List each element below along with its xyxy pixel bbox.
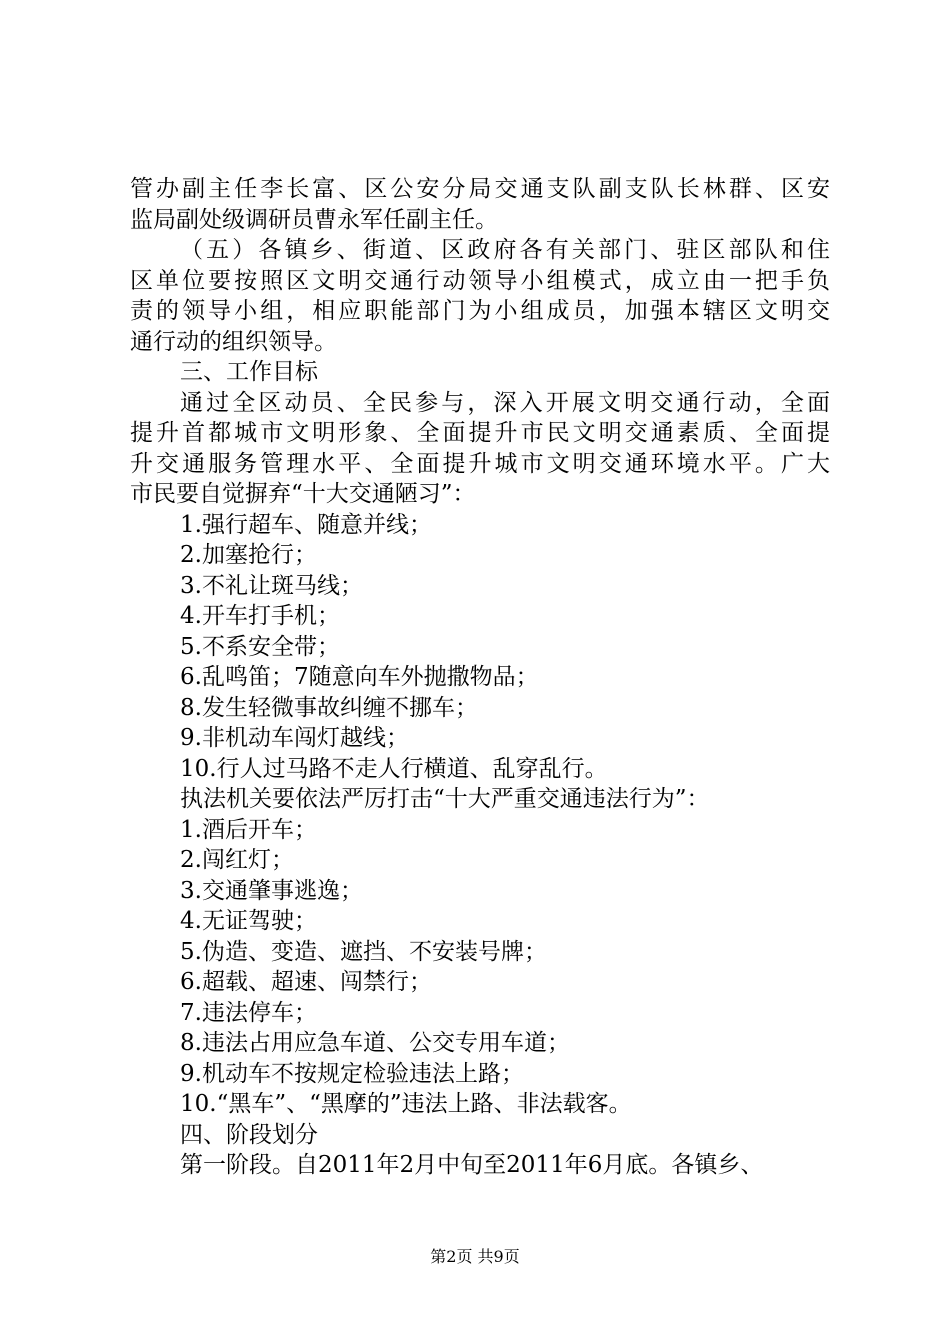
page-footer: 第2页 共9页 (430, 1247, 520, 1266)
list-item-habit: 6.乱鸣笛；7随意向车外抛撒物品； (180, 664, 539, 690)
list-item-violation: 6.超载、超速、闯禁行； (180, 969, 432, 995)
list-item-habit: 2.加塞抢行； (180, 542, 317, 568)
text-line: 升交通服务管理水平、全面提升城市文明交通环境水平。广大 (130, 450, 830, 477)
text-line: 责的领导小组，相应职能部门为小组成员，加强本辖区文明交 (130, 298, 830, 324)
text-line: 区单位要按照区文明交通行动领导小组模式，成立由一把手负 (130, 267, 830, 294)
list-item-violation: 2.闯红灯； (180, 847, 294, 873)
section-heading-goals: 三、工作目标 (180, 359, 318, 385)
text-line: 提升首都城市文明形象、全面提升市民文明交通素质、全面提 (130, 420, 830, 446)
list-item-habit: 8.发生轻微事故纠缠不挪车； (180, 694, 478, 721)
text-line: 第一阶段。自2011年2月中旬至2011年6月底。各镇乡、 (180, 1152, 764, 1178)
list-item-violation: 4.无证驾驶； (180, 908, 317, 934)
list-item-violation: 5.伪造、变造、遮挡、不安装号牌； (180, 938, 547, 965)
text-line: 市民要自觉摒弃“十大交通陋习”： (130, 481, 476, 507)
section-heading-stages: 四、阶段划分 (180, 1121, 318, 1148)
list-item-violation: 3.交通肇事逃逸； (180, 877, 363, 904)
document-body (130, 174, 830, 1181)
list-item-habit: 5.不系安全带； (180, 633, 340, 660)
text-line: 通行动的组织领导。 (130, 328, 337, 355)
list-item-habit: 9.非机动车闯灯越线； (180, 725, 409, 751)
list-item-violation: 7.违法停车； (180, 999, 317, 1026)
text-line: 管办副主任李长富、区公安分局交通支队副支队长林群、区安 (130, 176, 830, 202)
text-line: 监局副处级调研员曹永军任副主任。 (130, 206, 498, 233)
list-item-habit: 3.不礼让斑马线； (180, 572, 363, 599)
text-line: （五）各镇乡、街道、区政府各有关部门、驻区部队和住 (180, 237, 830, 263)
enforcement-intro: 执法机关要依法严厉打击“十大严重交通违法行为”： (180, 786, 710, 812)
list-item-violation: 1.酒后开车； (180, 816, 317, 843)
text-line: 通过全区动员、全民参与，深入开展文明交通行动，全面 (180, 389, 830, 416)
list-item-habit: 1.强行超车、随意并线； (180, 511, 432, 538)
list-item-violation: 9.机动车不按规定检验违法上路； (180, 1060, 524, 1087)
list-item-habit: 10.行人过马路不走人行横道、乱穿乱行。 (180, 755, 608, 782)
list-item-habit: 4.开车打手机； (180, 603, 340, 629)
list-item-violation: 10.“黑车”、“黑摩的”违法上路、非法载客。 (180, 1091, 632, 1117)
list-item-violation: 8.违法占用应急车道、公交专用车道； (180, 1030, 570, 1056)
